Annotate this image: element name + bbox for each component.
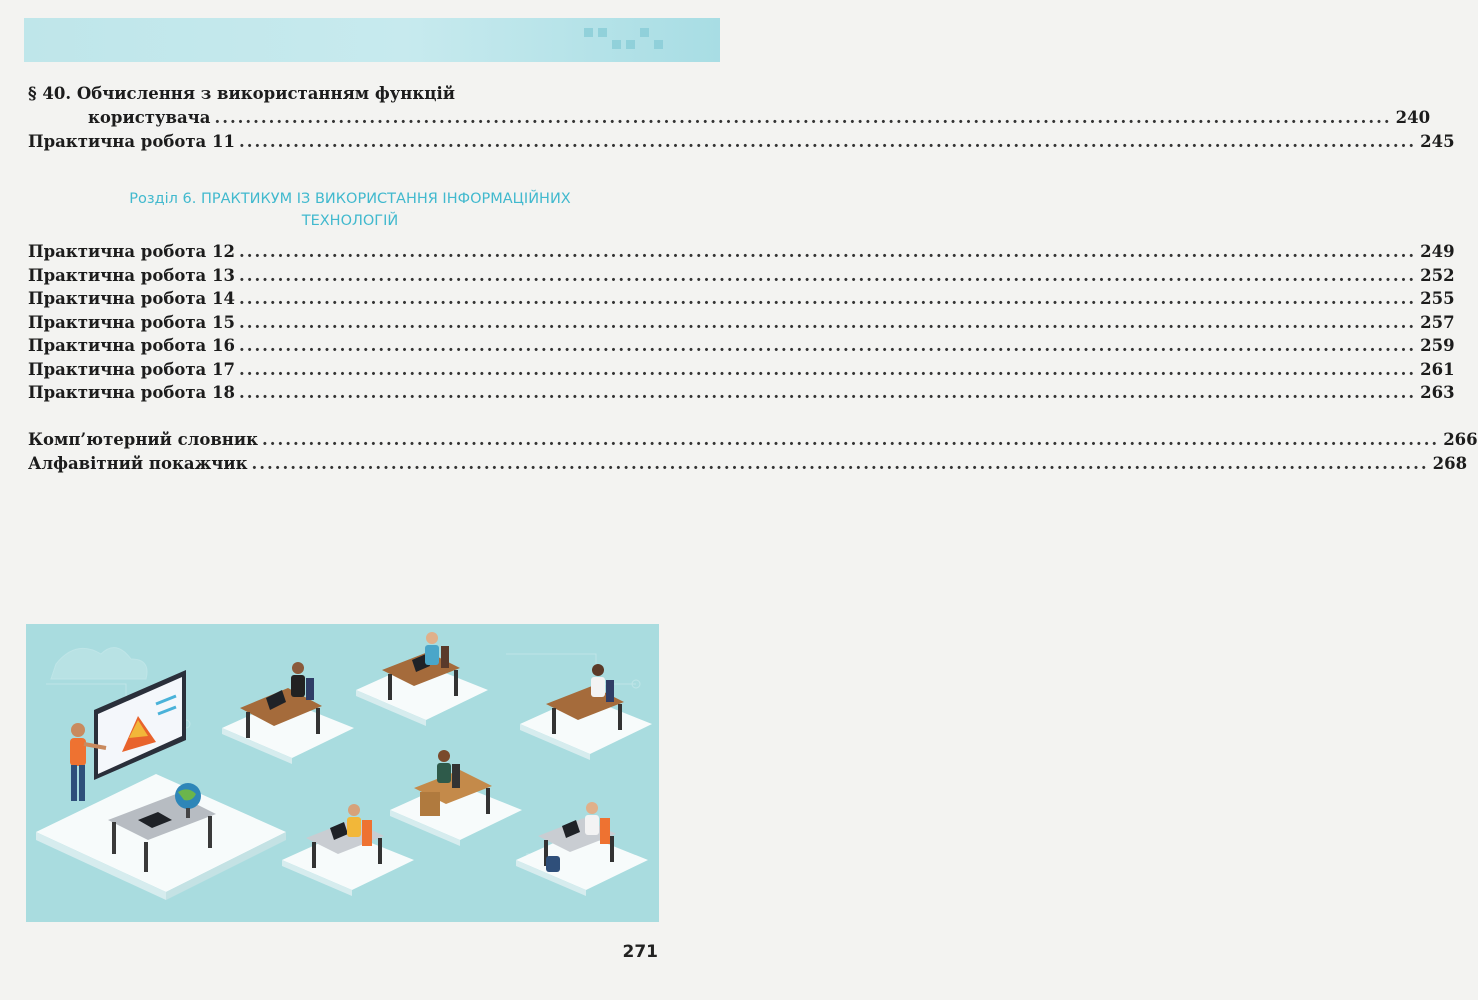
toc-entry-label: § 40. Обчислення з використанням функцій	[28, 84, 455, 103]
toc-entry-page: 257	[1420, 313, 1455, 332]
section-heading-line1: Розділ 6. ПРАКТИКУМ ІЗ ВИКОРИСТАННЯ ІНФОРМАЦІЙНИХ	[129, 191, 571, 207]
toc-entry-page: 266	[1443, 430, 1478, 449]
leader-dots: ........................................................................................................................................................	[238, 383, 1417, 402]
toc-entry[interactable]	[28, 266, 1455, 290]
header-decor-band	[24, 18, 720, 62]
page-number: 271	[622, 942, 658, 962]
toc-entry-label: Практична робота 11	[28, 132, 235, 151]
leader-dots: ........................................................................................................................................................	[262, 430, 1440, 449]
decor-square	[640, 28, 649, 37]
toc-entry[interactable]	[28, 132, 1455, 156]
toc-entry[interactable]	[28, 383, 1455, 407]
leader-dots: ........................................................................................................................................................	[238, 336, 1417, 355]
toc-entry[interactable]	[28, 289, 1455, 313]
toc-entry[interactable]	[28, 360, 1455, 384]
leader-dots: ........................................................................................................................................................	[238, 360, 1417, 379]
toc-entry[interactable]	[28, 430, 1478, 454]
leader-dots: ........................................................................................................................................................	[214, 108, 1392, 127]
toc-entry-label: Алфавітний покажчик	[28, 454, 248, 473]
toc-entry-page: 240	[1395, 108, 1431, 127]
toc-entry-page: 245	[1420, 132, 1455, 151]
toc-entry[interactable]	[28, 84, 654, 108]
classroom-illustration	[26, 624, 659, 922]
toc-entry-page: 268	[1432, 454, 1468, 473]
leader-dots: ........................................................................................................................................................	[238, 266, 1417, 285]
decor-square	[612, 40, 621, 49]
leader-dots: ........................................................................................................................................................	[238, 242, 1417, 261]
toc-entry[interactable]	[28, 313, 1455, 337]
toc-entry-label: Практична робота 13	[28, 266, 235, 285]
toc-entry-label: Практична робота 12	[28, 242, 235, 261]
leader-dots: ........................................................................................................................................................	[238, 313, 1417, 332]
toc-entry-page: 261	[1420, 360, 1455, 379]
toc-entry-page: 263	[1420, 383, 1455, 402]
toc-entry[interactable]	[28, 336, 1455, 360]
toc-entry-label: Практична робота 17	[28, 360, 235, 379]
toc-entry[interactable]	[28, 454, 1468, 478]
decor-square	[598, 28, 607, 37]
toc-entry-page: 259	[1420, 336, 1455, 355]
toc-entry[interactable]	[28, 108, 1431, 132]
toc-entry-page: 255	[1420, 289, 1455, 308]
decor-square	[654, 40, 663, 49]
toc-entry-label: Практична робота 18	[28, 383, 235, 402]
leader-dots: ........................................................................................................................................................	[251, 454, 1429, 473]
leader-dots: ........................................................................................................................................................	[238, 289, 1417, 308]
decor-square	[584, 28, 593, 37]
toc-entry-label: користувача	[88, 108, 211, 127]
toc-entry-label: Комп’ютерний словник	[28, 430, 259, 449]
toc-entry-label: Практична робота 15	[28, 313, 235, 332]
toc-entry-label: Практична робота 16	[28, 336, 235, 355]
toc-entry-label: Практична робота 14	[28, 289, 235, 308]
leader-dots: ........................................................................................................................................................	[238, 132, 1417, 151]
toc-entry[interactable]	[28, 242, 1455, 266]
section-heading-line2: ТЕХНОЛОГІЙ	[301, 213, 399, 229]
decor-square	[626, 40, 635, 49]
section-heading	[60, 188, 640, 232]
toc-entry-page: 252	[1420, 266, 1455, 285]
toc-entry-page: 249	[1420, 242, 1455, 261]
